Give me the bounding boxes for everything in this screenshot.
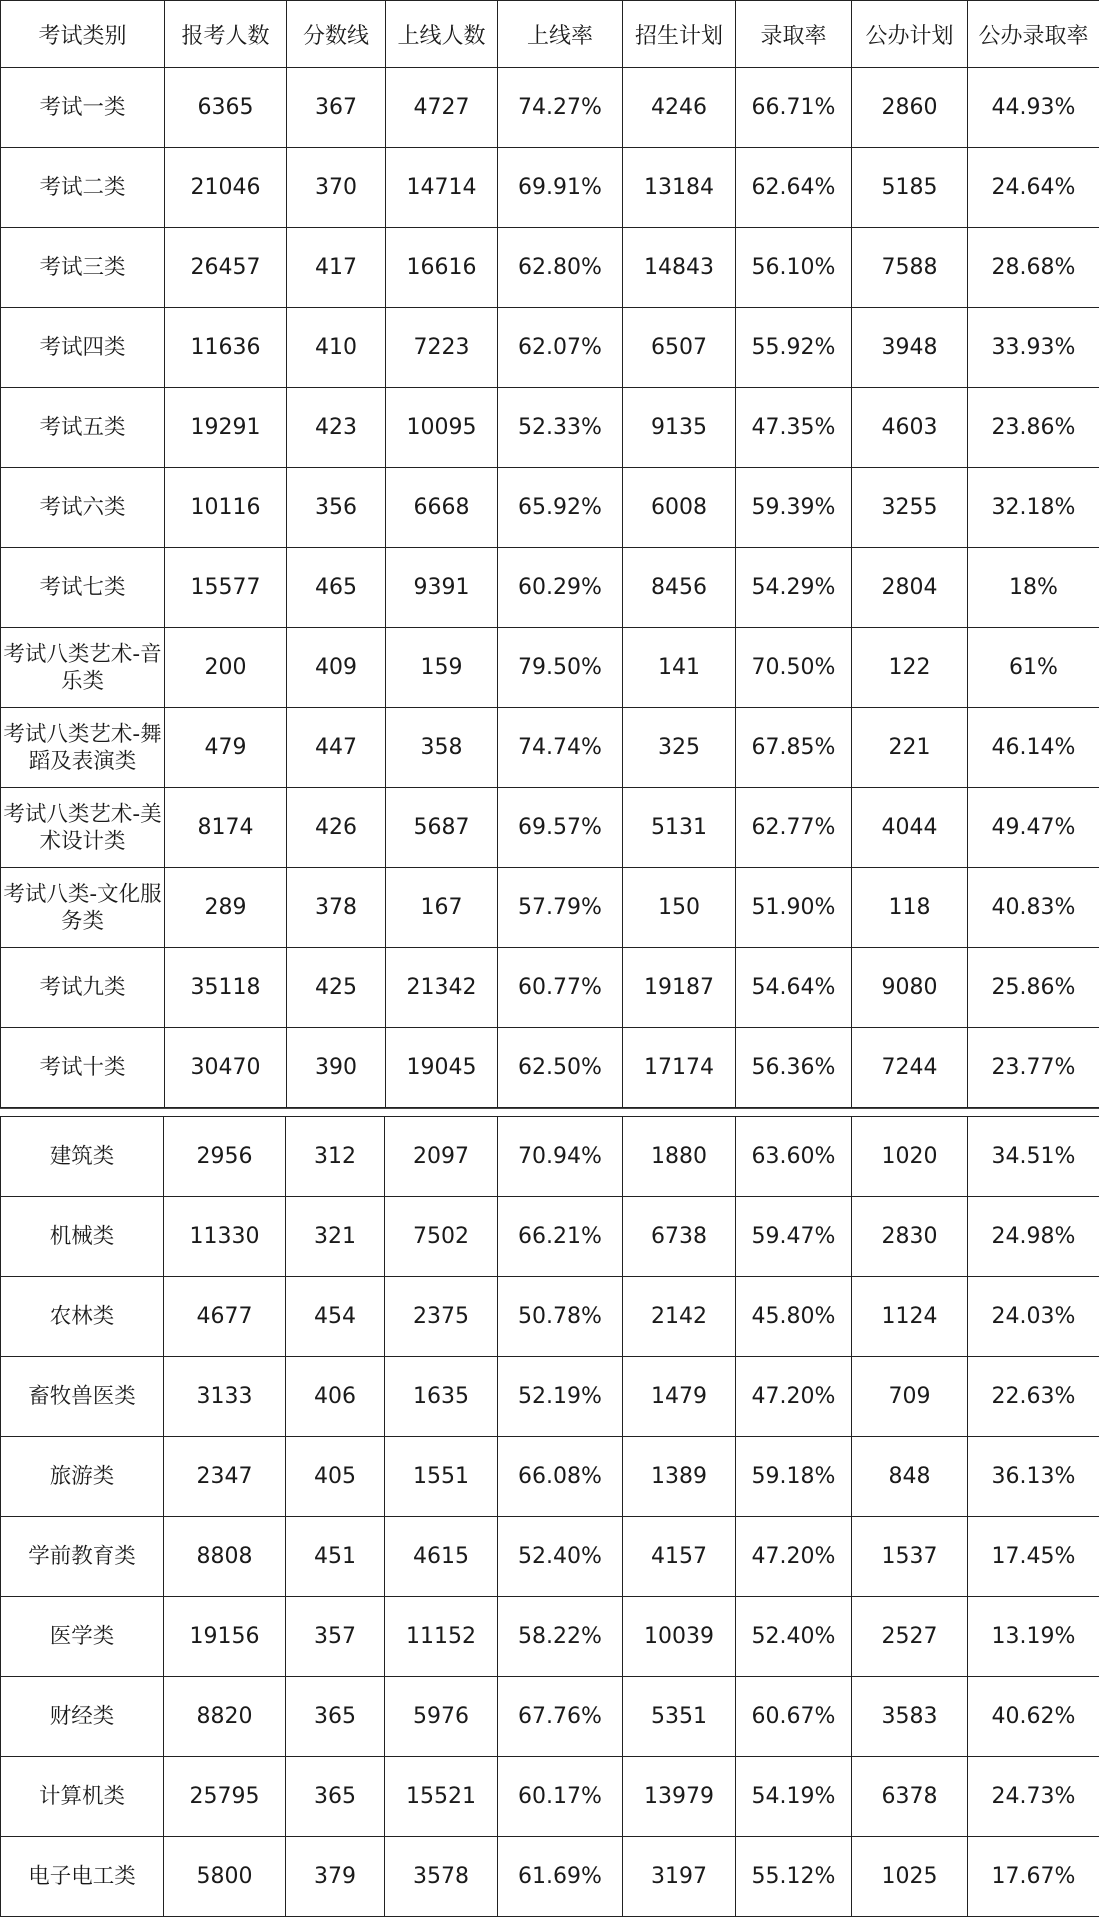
value-cell: 40.83% [968, 868, 1099, 948]
category-cell: 电子电工类 [1, 1837, 164, 1917]
value-cell: 58.22% [498, 1597, 623, 1677]
value-cell: 66.08% [498, 1437, 623, 1517]
value-cell: 8808 [164, 1517, 286, 1597]
value-cell: 848 [852, 1437, 968, 1517]
value-cell: 4603 [852, 388, 968, 468]
value-cell: 1479 [623, 1357, 736, 1437]
table-row [1, 68, 1099, 148]
column-header: 公办录取率 [968, 1, 1099, 68]
value-cell: 19291 [165, 388, 287, 468]
column-header: 上线人数 [386, 1, 498, 68]
value-cell: 200 [165, 628, 287, 708]
value-cell: 32.18% [968, 468, 1099, 548]
value-cell: 66.71% [736, 68, 852, 148]
value-cell: 2527 [852, 1597, 968, 1677]
table-row [1, 1597, 1099, 1677]
value-cell: 405 [286, 1437, 385, 1517]
category-cell: 考试七类 [1, 548, 165, 628]
value-cell: 74.27% [498, 68, 623, 148]
value-cell: 6507 [623, 308, 736, 388]
table-row [1, 628, 1099, 708]
table-row [1, 708, 1099, 788]
value-cell: 709 [852, 1357, 968, 1437]
category-cell: 医学类 [1, 1597, 164, 1677]
value-cell: 52.40% [498, 1517, 623, 1597]
value-cell: 62.77% [736, 788, 852, 868]
value-cell: 54.64% [736, 948, 852, 1028]
value-cell: 447 [287, 708, 386, 788]
table-row [1, 1117, 1099, 1197]
value-cell: 5800 [164, 1837, 286, 1917]
value-cell: 13184 [623, 148, 736, 228]
value-cell: 118 [852, 868, 968, 948]
value-cell: 356 [287, 468, 386, 548]
value-cell: 8456 [623, 548, 736, 628]
value-cell: 56.10% [736, 228, 852, 308]
value-cell: 51.90% [736, 868, 852, 948]
value-cell: 8174 [165, 788, 287, 868]
value-cell: 5131 [623, 788, 736, 868]
value-cell: 357 [286, 1597, 385, 1677]
value-cell: 3133 [164, 1357, 286, 1437]
value-cell: 2956 [164, 1117, 286, 1197]
table-row [1, 1757, 1099, 1837]
value-cell: 62.07% [498, 308, 623, 388]
value-cell: 150 [623, 868, 736, 948]
value-cell: 79.50% [498, 628, 623, 708]
value-cell: 4157 [623, 1517, 736, 1597]
table-row [1, 148, 1099, 228]
value-cell: 4044 [852, 788, 968, 868]
table-row [1, 1837, 1099, 1917]
value-cell: 3948 [852, 308, 968, 388]
value-cell: 17.67% [968, 1837, 1099, 1917]
category-cell: 考试九类 [1, 948, 165, 1028]
value-cell: 59.18% [736, 1437, 852, 1517]
value-cell: 1880 [623, 1117, 736, 1197]
value-cell: 9135 [623, 388, 736, 468]
value-cell: 4677 [164, 1277, 286, 1357]
value-cell: 465 [287, 548, 386, 628]
value-cell: 65.92% [498, 468, 623, 548]
value-cell: 390 [287, 1028, 386, 1108]
value-cell: 2097 [385, 1117, 498, 1197]
value-cell: 14843 [623, 228, 736, 308]
value-cell: 69.91% [498, 148, 623, 228]
category-cell: 考试五类 [1, 388, 165, 468]
value-cell: 2860 [852, 68, 968, 148]
value-cell: 221 [852, 708, 968, 788]
column-header: 分数线 [287, 1, 386, 68]
value-cell: 61% [968, 628, 1099, 708]
value-cell: 6365 [165, 68, 287, 148]
value-cell: 122 [852, 628, 968, 708]
value-cell: 1025 [852, 1837, 968, 1917]
value-cell: 44.93% [968, 68, 1099, 148]
value-cell: 40.62% [968, 1677, 1099, 1757]
value-cell: 3583 [852, 1677, 968, 1757]
value-cell: 24.98% [968, 1197, 1099, 1277]
table-row [1, 228, 1099, 308]
value-cell: 358 [386, 708, 498, 788]
value-cell: 10095 [386, 388, 498, 468]
value-cell: 321 [286, 1197, 385, 1277]
value-cell: 13.19% [968, 1597, 1099, 1677]
value-cell: 54.29% [736, 548, 852, 628]
value-cell: 47.20% [736, 1517, 852, 1597]
value-cell: 3255 [852, 468, 968, 548]
value-cell: 11636 [165, 308, 287, 388]
value-cell: 2347 [164, 1437, 286, 1517]
value-cell: 417 [287, 228, 386, 308]
category-cell: 考试八类艺术-美术设计类 [1, 788, 165, 868]
top-table-body [1, 68, 1099, 1108]
column-header: 考试类别 [1, 1, 165, 68]
value-cell: 379 [286, 1837, 385, 1917]
category-cell: 考试十类 [1, 1028, 165, 1108]
value-cell: 35118 [165, 948, 287, 1028]
value-cell: 425 [287, 948, 386, 1028]
value-cell: 6008 [623, 468, 736, 548]
value-cell: 16616 [386, 228, 498, 308]
table-row [1, 948, 1099, 1028]
column-header: 报考人数 [165, 1, 287, 68]
value-cell: 15577 [165, 548, 287, 628]
value-cell: 60.29% [498, 548, 623, 628]
value-cell: 54.19% [736, 1757, 852, 1837]
section-divider [0, 1108, 1099, 1109]
column-header: 录取率 [736, 1, 852, 68]
value-cell: 1124 [852, 1277, 968, 1357]
value-cell: 19156 [164, 1597, 286, 1677]
value-cell: 167 [386, 868, 498, 948]
column-header: 公办计划 [852, 1, 968, 68]
category-cell: 考试六类 [1, 468, 165, 548]
value-cell: 59.47% [736, 1197, 852, 1277]
value-cell: 1551 [385, 1437, 498, 1517]
value-cell: 3578 [385, 1837, 498, 1917]
value-cell: 5351 [623, 1677, 736, 1757]
category-cell: 机械类 [1, 1197, 164, 1277]
table-row [1, 1028, 1099, 1108]
table-row [1, 1437, 1099, 1517]
table-row [1, 308, 1099, 388]
value-cell: 23.77% [968, 1028, 1099, 1108]
value-cell: 4727 [386, 68, 498, 148]
value-cell: 67.76% [498, 1677, 623, 1757]
value-cell: 410 [287, 308, 386, 388]
value-cell: 1020 [852, 1117, 968, 1197]
value-cell: 67.85% [736, 708, 852, 788]
value-cell: 62.50% [498, 1028, 623, 1108]
value-cell: 45.80% [736, 1277, 852, 1357]
value-cell: 24.64% [968, 148, 1099, 228]
category-cell: 财经类 [1, 1677, 164, 1757]
value-cell: 19045 [386, 1028, 498, 1108]
table-row [1, 1197, 1099, 1277]
value-cell: 26457 [165, 228, 287, 308]
value-cell: 11330 [164, 1197, 286, 1277]
category-cell: 学前教育类 [1, 1517, 164, 1597]
value-cell: 409 [287, 628, 386, 708]
table-row [1, 1357, 1099, 1437]
value-cell: 17174 [623, 1028, 736, 1108]
value-cell: 34.51% [968, 1117, 1099, 1197]
value-cell: 23.86% [968, 388, 1099, 468]
table-row [1, 1277, 1099, 1357]
value-cell: 55.92% [736, 308, 852, 388]
value-cell: 70.50% [736, 628, 852, 708]
value-cell: 3197 [623, 1837, 736, 1917]
value-cell: 17.45% [968, 1517, 1099, 1597]
value-cell: 5976 [385, 1677, 498, 1757]
value-cell: 59.39% [736, 468, 852, 548]
value-cell: 49.47% [968, 788, 1099, 868]
column-header: 招生计划 [623, 1, 736, 68]
value-cell: 7223 [386, 308, 498, 388]
category-cell: 考试一类 [1, 68, 165, 148]
value-cell: 56.36% [736, 1028, 852, 1108]
value-cell: 25.86% [968, 948, 1099, 1028]
category-cell: 考试八类艺术-舞蹈及表演类 [1, 708, 165, 788]
value-cell: 11152 [385, 1597, 498, 1677]
value-cell: 30470 [165, 1028, 287, 1108]
value-cell: 289 [165, 868, 287, 948]
value-cell: 21046 [165, 148, 287, 228]
value-cell: 7502 [385, 1197, 498, 1277]
value-cell: 60.17% [498, 1757, 623, 1837]
column-header: 上线率 [498, 1, 623, 68]
value-cell: 70.94% [498, 1117, 623, 1197]
category-cell: 考试八类艺术-音乐类 [1, 628, 165, 708]
value-cell: 33.93% [968, 308, 1099, 388]
value-cell: 479 [165, 708, 287, 788]
admission-table-majors [0, 1116, 1099, 1917]
value-cell: 60.67% [736, 1677, 852, 1757]
value-cell: 10116 [165, 468, 287, 548]
table-row [1, 788, 1099, 868]
value-cell: 1635 [385, 1357, 498, 1437]
value-cell: 5687 [386, 788, 498, 868]
value-cell: 312 [286, 1117, 385, 1197]
value-cell: 47.35% [736, 388, 852, 468]
category-cell: 考试三类 [1, 228, 165, 308]
value-cell: 454 [286, 1277, 385, 1357]
value-cell: 9080 [852, 948, 968, 1028]
header-row [1, 1, 1099, 68]
value-cell: 6378 [852, 1757, 968, 1837]
value-cell: 24.03% [968, 1277, 1099, 1357]
value-cell: 451 [286, 1517, 385, 1597]
category-cell: 农林类 [1, 1277, 164, 1357]
value-cell: 47.20% [736, 1357, 852, 1437]
value-cell: 74.74% [498, 708, 623, 788]
value-cell: 36.13% [968, 1437, 1099, 1517]
value-cell: 141 [623, 628, 736, 708]
value-cell: 406 [286, 1357, 385, 1437]
value-cell: 4246 [623, 68, 736, 148]
value-cell: 50.78% [498, 1277, 623, 1357]
value-cell: 63.60% [736, 1117, 852, 1197]
value-cell: 25795 [164, 1757, 286, 1837]
value-cell: 365 [286, 1677, 385, 1757]
category-cell: 建筑类 [1, 1117, 164, 1197]
value-cell: 7588 [852, 228, 968, 308]
value-cell: 2375 [385, 1277, 498, 1357]
value-cell: 5185 [852, 148, 968, 228]
value-cell: 52.33% [498, 388, 623, 468]
value-cell: 60.77% [498, 948, 623, 1028]
category-cell: 旅游类 [1, 1437, 164, 1517]
value-cell: 62.80% [498, 228, 623, 308]
table-row [1, 388, 1099, 468]
value-cell: 61.69% [498, 1837, 623, 1917]
value-cell: 6668 [386, 468, 498, 548]
value-cell: 52.19% [498, 1357, 623, 1437]
value-cell: 55.12% [736, 1837, 852, 1917]
value-cell: 28.68% [968, 228, 1099, 308]
value-cell: 69.57% [498, 788, 623, 868]
value-cell: 159 [386, 628, 498, 708]
value-cell: 7244 [852, 1028, 968, 1108]
value-cell: 1537 [852, 1517, 968, 1597]
value-cell: 4615 [385, 1517, 498, 1597]
category-cell: 考试八类-文化服务类 [1, 868, 165, 948]
category-cell: 考试二类 [1, 148, 165, 228]
value-cell: 46.14% [968, 708, 1099, 788]
value-cell: 378 [287, 868, 386, 948]
value-cell: 9391 [386, 548, 498, 628]
value-cell: 365 [286, 1757, 385, 1837]
value-cell: 66.21% [498, 1197, 623, 1277]
value-cell: 22.63% [968, 1357, 1099, 1437]
value-cell: 2142 [623, 1277, 736, 1357]
value-cell: 1389 [623, 1437, 736, 1517]
value-cell: 62.64% [736, 148, 852, 228]
table-row [1, 1517, 1099, 1597]
value-cell: 325 [623, 708, 736, 788]
value-cell: 18% [968, 548, 1099, 628]
table-row [1, 468, 1099, 548]
value-cell: 24.73% [968, 1757, 1099, 1837]
value-cell: 14714 [386, 148, 498, 228]
value-cell: 13979 [623, 1757, 736, 1837]
value-cell: 2830 [852, 1197, 968, 1277]
table-row [1, 1677, 1099, 1757]
category-cell: 考试四类 [1, 308, 165, 388]
value-cell: 57.79% [498, 868, 623, 948]
value-cell: 367 [287, 68, 386, 148]
bottom-table-body [1, 1117, 1099, 1917]
value-cell: 10039 [623, 1597, 736, 1677]
value-cell: 15521 [385, 1757, 498, 1837]
value-cell: 423 [287, 388, 386, 468]
value-cell: 426 [287, 788, 386, 868]
value-cell: 2804 [852, 548, 968, 628]
value-cell: 8820 [164, 1677, 286, 1757]
value-cell: 52.40% [736, 1597, 852, 1677]
value-cell: 6738 [623, 1197, 736, 1277]
value-cell: 370 [287, 148, 386, 228]
table-row [1, 548, 1099, 628]
value-cell: 19187 [623, 948, 736, 1028]
category-cell: 计算机类 [1, 1757, 164, 1837]
value-cell: 21342 [386, 948, 498, 1028]
category-cell: 畜牧兽医类 [1, 1357, 164, 1437]
table-row [1, 868, 1099, 948]
